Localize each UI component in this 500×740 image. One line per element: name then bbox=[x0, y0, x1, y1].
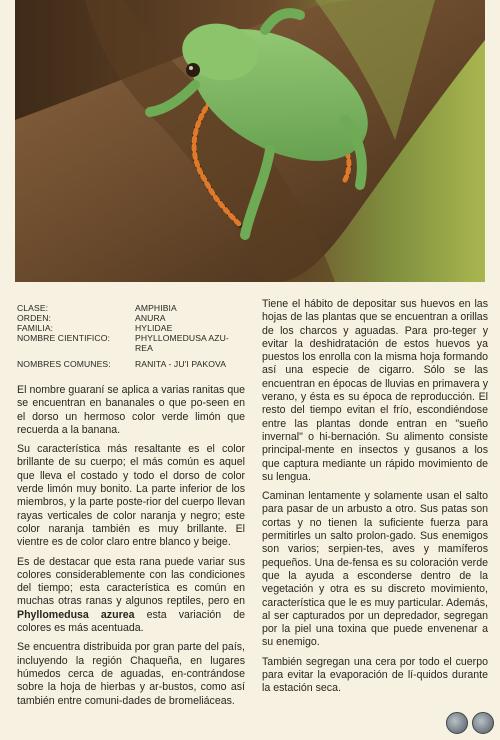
body-paragraph: También segregan una cera por todo el cuerpo para evitar la evaporación de lí-quidos durante la estación seca. bbox=[262, 655, 488, 695]
taxonomy-key: NOMBRES COMUNES: bbox=[17, 359, 111, 369]
taxonomy-value: RANITA - JU'I PAKOVA bbox=[135, 359, 227, 369]
taxonomy-value: AMPHIBIA bbox=[135, 303, 177, 313]
taxonomy-row bbox=[17, 323, 245, 333]
seal-icon bbox=[446, 712, 468, 734]
taxonomy-key: FAMILIA: bbox=[17, 323, 54, 333]
frog-illustration bbox=[15, 0, 485, 282]
body-paragraph: Su característica más resaltante es el color brillante de su cuerpo; el más común es aquel que lleva el costado y todo el dorso de color verde limón muy bonito. La parte inferior de los miembros, y la parte poste-rior del cuerpo llevan rayas verticales de color naranja y negro; este color naranja también es muy brillante. El vientre es de color claro entre blanco y beige. bbox=[17, 443, 245, 549]
right-column bbox=[262, 298, 488, 702]
body-paragraph: Tiene el hábito de depositar sus huevos en las hojas de las plantas que se encuentran a orillas de los charcos y aguadas. Para pro-teger y evitar la deshidratación de estos huevos ya puestos los enrolla con la misma hoja formando así una especie de cigarro. Sólo se las encuentran en épocas de lluvias en primavera y verano, y ésta es su época de reproducción. El resto del tiempo evitan el frío, escondiéndose entre las plantas donde entran en "sueño invernal" o hi-bernación. Su alimento consiste principal-mente en insectos y gusanos a los que captura mediante un rápido movimiento de su lengua. bbox=[262, 298, 488, 483]
taxonomy-key: ORDEN: bbox=[17, 313, 52, 323]
body-paragraph bbox=[17, 556, 245, 636]
seal-icon bbox=[472, 712, 494, 734]
taxonomy-row bbox=[17, 359, 245, 369]
paragraph-text: Es de destacar que esta rana puede variar sus colores considerablemente con las condiciones del tiempo; esta característica es común en muchas otras ranas y algunos reptiles, pero en bbox=[17, 555, 245, 608]
taxonomy-value: PHYLLOMEDUSA AZU- REA bbox=[135, 333, 229, 353]
species-name: Phyllomedusa azurea bbox=[17, 608, 135, 621]
left-column bbox=[17, 303, 245, 714]
taxonomy-value: HYLIDAE bbox=[135, 323, 173, 333]
taxonomy-row bbox=[17, 313, 245, 323]
body-paragraph: Caminan lentamente y solamente usan el salto para pasar de un arbusto a otro. Sus patas son cortas y no tienen la suficiente fuerza para permitirles un salto prolon-gado. Sus enemigos son varios; serpien-tes, aves y mamíferos pequeños. Una de-fensa es su coloración verde que la ayuda a esconderse dentro de la vegetación y otra es su discreto movimiento, característica que le es muy particular. Además, al ser capturados por un depredador, segregan por la piel una toxina que puede envenenar a su enemigo. bbox=[262, 490, 488, 649]
paragraph-text: esta variación de colores es más acentuada. bbox=[17, 608, 245, 635]
body-paragraph: Se encuentra distribuida por gran parte del país, incluyendo la región Chaqueña, en lugares húmedos cerca de aguadas, en-contrándose sobre la hoja de hierbas y ar-bustos, como así también entre comuni-dades de bromeliáceas. bbox=[17, 641, 245, 707]
taxonomy-table bbox=[17, 303, 245, 369]
taxonomy-row bbox=[17, 333, 245, 353]
corner-badges bbox=[446, 712, 494, 734]
taxonomy-key: CLASE: bbox=[17, 303, 49, 313]
frog-photo bbox=[15, 0, 485, 282]
taxonomy-row bbox=[17, 303, 245, 313]
body-paragraph: El nombre guaraní se aplica a varias ranitas que se encuentran en bananales o que po-seen en el dorso un hermoso color verde limón que recuerda a la banana. bbox=[17, 384, 245, 436]
taxonomy-key: NOMBRE CIENTIFICO: bbox=[17, 333, 110, 343]
taxonomy-value: ANURA bbox=[135, 313, 166, 323]
